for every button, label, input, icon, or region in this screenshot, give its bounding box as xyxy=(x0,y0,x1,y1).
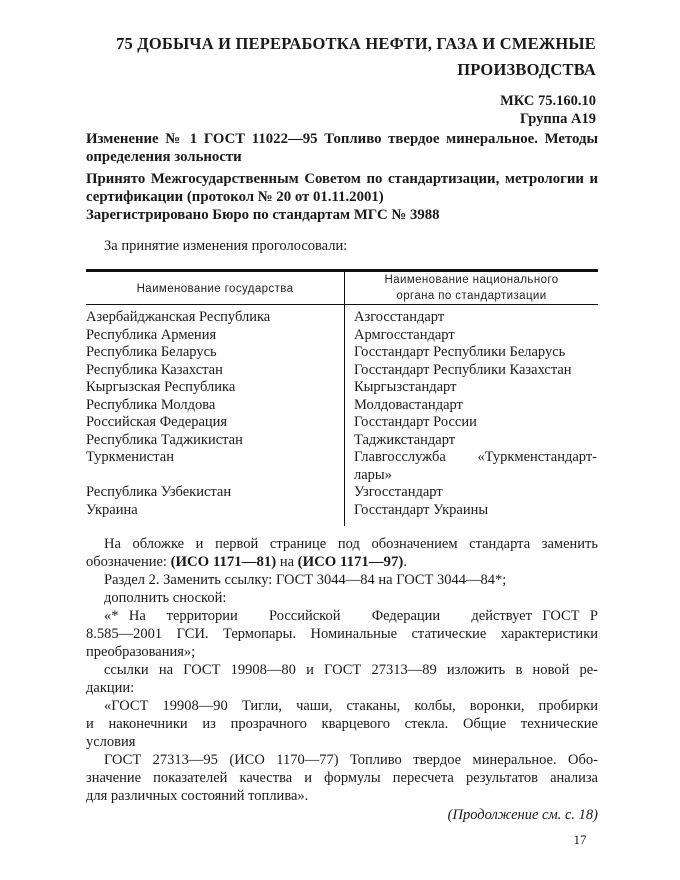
para3: дополнить сноской: xyxy=(104,590,227,606)
amendment-title-line1: Изменение № 1 ГОСТ 11022—95 Топливо твердое минеральное. Методы xyxy=(86,131,598,147)
text: обозначение: xyxy=(86,554,171,570)
para7-line1: ГОСТ 27313—95 (ИСО 1170—77) Топливо твердое минеральное. Обо- xyxy=(104,752,598,768)
group-code: Группа А19 xyxy=(520,111,596,127)
para7-line2: значение показателей качества и формулы пересчета результатов анализа xyxy=(86,770,598,786)
table-header-rule xyxy=(86,304,598,305)
standards-body-continued: лары» xyxy=(354,466,392,483)
standards-body: Кыргызстандарт xyxy=(354,379,457,395)
standards-body: Азгосстандарт xyxy=(354,309,445,325)
table-header-body-line1: Наименование национального xyxy=(384,274,559,286)
state-name: Кыргызская Республика xyxy=(86,379,236,395)
amendment-title-line2: определения зольности xyxy=(86,149,242,165)
para6-line3: условия xyxy=(86,734,136,750)
para5-line2: дакции: xyxy=(86,680,135,696)
standards-body: Узгосстандарт xyxy=(354,484,443,500)
standards-body: Главгосслужба «Туркменстандарт- xyxy=(354,449,597,465)
para6-line1: «ГОСТ 19908—90 Тигли, чаши, стаканы, колбы, воронки, пробирки xyxy=(104,698,598,714)
para4-line1: «* На территории Российской Федерации действует ГОСТ Р xyxy=(104,608,598,624)
state-name: Республика Беларусь xyxy=(86,344,217,360)
state-name: Республика Таджикистан xyxy=(86,431,243,448)
para4-line3: преобразования»; xyxy=(86,644,196,660)
page-number: 17 xyxy=(573,832,587,847)
adopted-line1: Принято Межгосударственным Советом по стандартизации, метрологии и xyxy=(86,171,598,187)
continued-note: (Продолжение см. с. 18) xyxy=(447,807,598,823)
para7-line3: для различных состояний топлива». xyxy=(86,788,309,804)
standards-body: Молдовастандарт xyxy=(354,396,463,413)
para1-line1: На обложке и первой странице под обозначением стандарта заменить xyxy=(104,536,598,552)
section-heading-line2: ПРОИЗВОДСТВА xyxy=(457,60,596,79)
vote-intro: За принятие изменения проголосовали: xyxy=(104,238,348,254)
mks-code: МКС 75.160.10 xyxy=(500,93,596,109)
para5-line1: ссылки на ГОСТ 19908—80 и ГОСТ 27313—89 изложить в новой ре- xyxy=(104,662,598,678)
state-name: Республика Молдова xyxy=(86,396,216,413)
state-name: Республика Казахстан xyxy=(86,361,223,378)
para1-line2 xyxy=(86,553,407,571)
new-designation: (ИСО 1171—97) xyxy=(297,554,404,570)
state-name: Российская Федерация xyxy=(86,414,228,430)
para4-line2: 8.585—2001 ГСИ. Термопары. Номинальные статические характеристики xyxy=(86,626,598,642)
old-designation: (ИСО 1171—81) xyxy=(170,554,277,570)
text: . xyxy=(403,554,407,570)
state-name: Украина xyxy=(86,501,138,518)
state-name: Республика Узбекистан xyxy=(86,484,232,500)
standards-body: Госстандарт Республики Казахстан xyxy=(354,361,572,378)
state-name: Азербайджанская Республика xyxy=(86,309,271,325)
standards-body: Армгосстандарт xyxy=(354,326,455,343)
standards-body: Госстандарт Республики Беларусь xyxy=(354,344,566,360)
state-name: Туркменистан xyxy=(86,449,174,465)
table-column-divider xyxy=(344,271,345,526)
table-header-state: Наименование государства xyxy=(136,283,294,295)
table-header-body-line2: органа по стандартизации xyxy=(396,290,547,302)
registered-line: Зарегистрировано Бюро по стандартам МГС № 3988 xyxy=(86,207,440,223)
state-name: Республика Армения xyxy=(86,326,217,343)
standards-body: Госстандарт Украины xyxy=(354,501,489,518)
standards-body: Таджикстандарт xyxy=(354,431,456,448)
para2: Раздел 2. Заменить ссылку: ГОСТ 3044—84 на ГОСТ 3044—84*; xyxy=(104,572,507,588)
standards-body: Госстандарт России xyxy=(354,414,477,430)
adopted-line2: сертификации (протокол № 20 от 01.11.2001) xyxy=(86,189,384,205)
para6-line2: и наконечники из прозрачного кварцевого стекла. Общие технические xyxy=(86,716,598,732)
section-heading-line1: 75 ДОБЫЧА И ПЕРЕРАБОТКА НЕФТИ, ГАЗА И СМЕЖНЫЕ xyxy=(116,34,596,53)
text: на xyxy=(276,554,298,570)
